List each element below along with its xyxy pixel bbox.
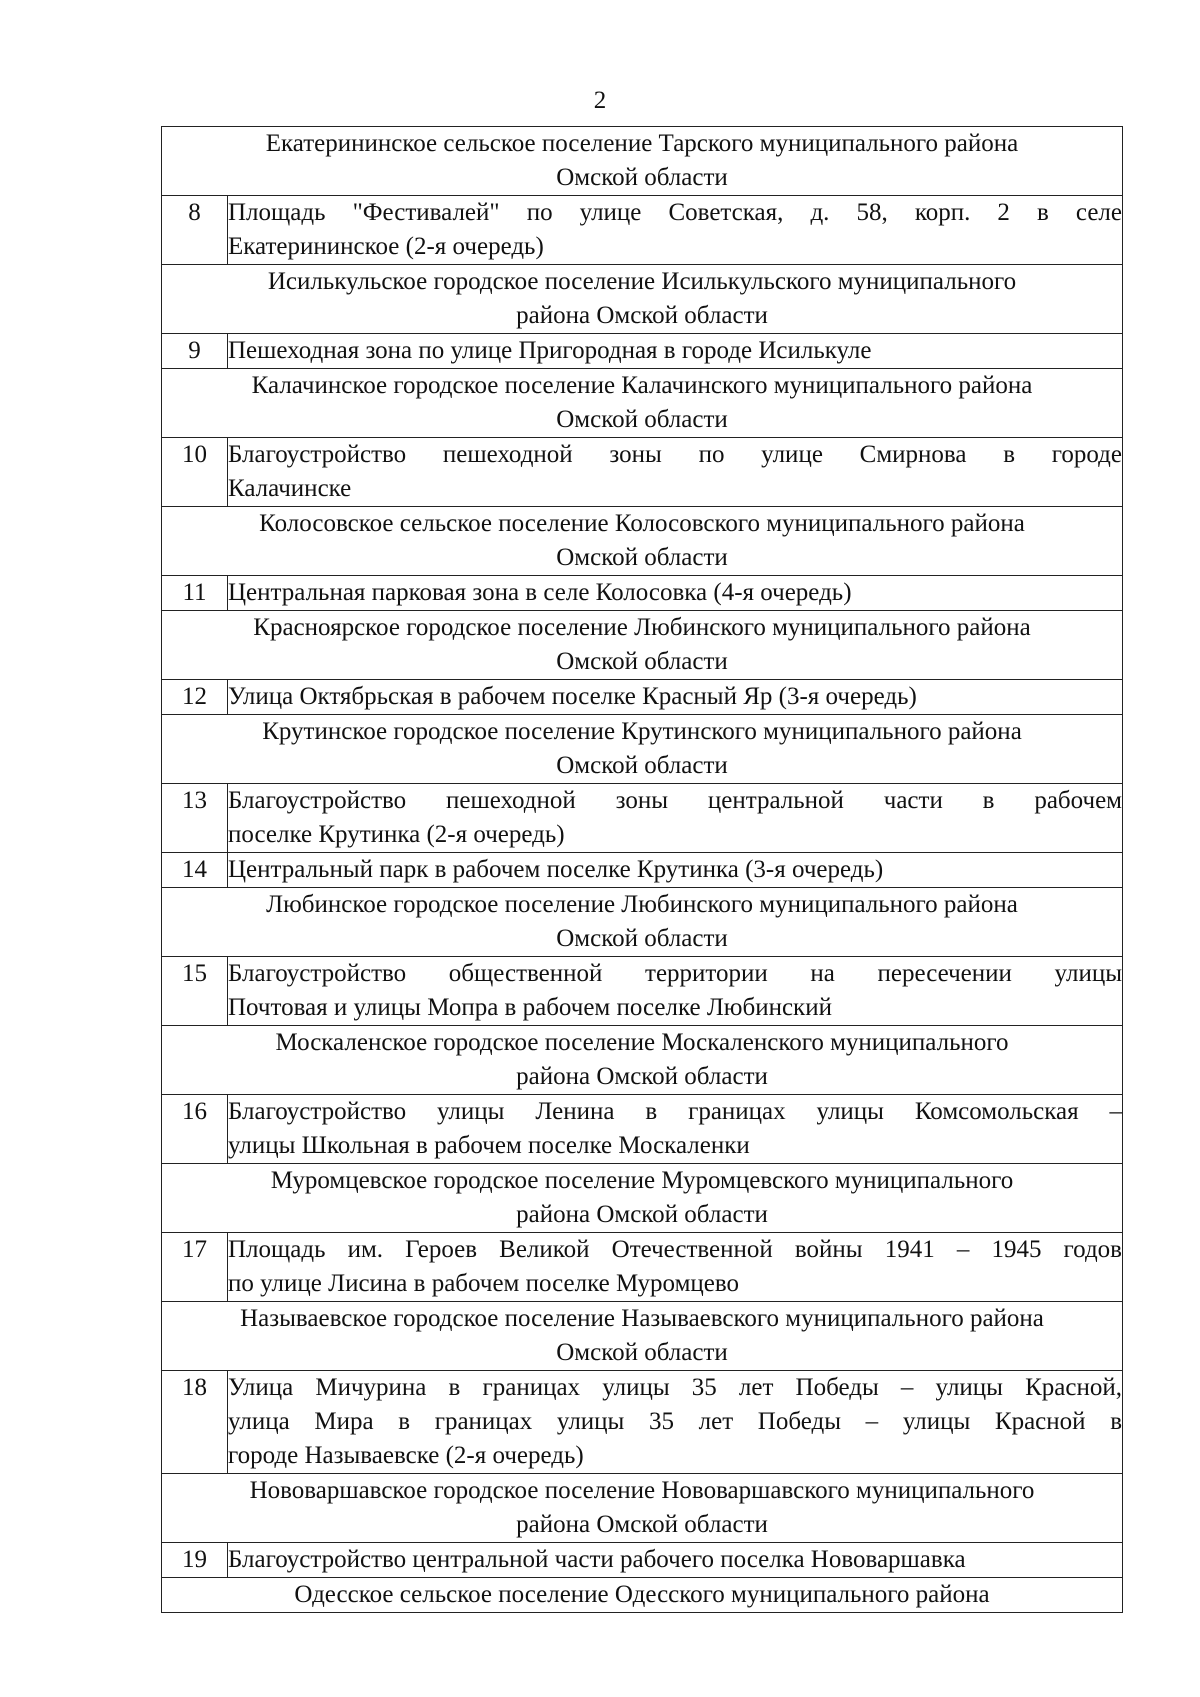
- settlement-name-line: Омской области: [556, 925, 728, 952]
- settlement-name-line: Екатерининское сельское поселение Тарского муниципального района: [265, 130, 1019, 157]
- settlement-name: [162, 265, 1123, 334]
- settlement-name: [162, 611, 1123, 680]
- row-number: 12: [162, 680, 228, 715]
- territory-description-line: Благоустройство пешеходной зоны центральной части в рабочем: [228, 787, 1122, 814]
- settlement-name: [162, 1302, 1123, 1371]
- settlement-name-line: района Омской области: [516, 1511, 768, 1538]
- territory-row: [162, 196, 1123, 265]
- settlement-name: [162, 715, 1123, 784]
- territory-description-line: Калачинске: [228, 475, 352, 502]
- settlement-header-row: [162, 369, 1123, 438]
- row-number: 9: [162, 334, 228, 369]
- row-number: 19: [162, 1543, 228, 1578]
- settlement-name-line: Калачинское городское поселение Калачинского муниципального района: [251, 372, 1033, 399]
- settlement-name-line: Любинское городское поселение Любинского муниципального района: [266, 891, 1018, 918]
- territory-description-line: поселке Крутинка (2-я очередь): [228, 821, 565, 848]
- territory-description-line: городе Называевске (2-я очередь): [228, 1442, 584, 1469]
- settlement-header-row: [162, 888, 1123, 957]
- settlement-name-line: Колосовское сельское поселение Колосовского муниципального района: [259, 510, 1025, 537]
- settlement-name-line: Москаленское городское поселение Москаленского муниципального: [275, 1029, 1009, 1056]
- row-number: 10: [162, 438, 228, 507]
- settlement-name-line: Омской области: [556, 406, 728, 433]
- row-number: 18: [162, 1371, 228, 1474]
- settlement-name-line: Одесское сельское поселение Одесского муниципального района: [294, 1581, 990, 1608]
- settlement-header-row: [162, 265, 1123, 334]
- settlement-name: [162, 888, 1123, 957]
- territories-table: [161, 126, 1123, 1613]
- territory-row: [162, 334, 1123, 369]
- settlement-header-row: [162, 127, 1123, 196]
- territory-description-line: Благоустройство улицы Ленина в границах улицы Комсомольская –: [228, 1098, 1122, 1125]
- territory-description-line: Площадь "Фестивалей" по улице Советская, д. 58, корп. 2 в селе: [228, 199, 1122, 226]
- settlement-name-line: Омской области: [556, 544, 728, 571]
- row-number: 11: [162, 576, 228, 611]
- territory-row: [162, 1233, 1123, 1302]
- settlement-name-line: Нововаршавское городское поселение Нововаршавского муниципального: [249, 1477, 1035, 1504]
- page-number: 2: [593, 87, 607, 114]
- territory-description: [228, 196, 1123, 265]
- settlement-name-line: Омской области: [556, 648, 728, 675]
- settlement-name-line: района Омской области: [516, 1063, 768, 1090]
- settlement-name-line: Называевское городское поселение Называевского муниципального района: [240, 1305, 1044, 1332]
- settlement-name-line: Крутинское городское поселение Крутинского муниципального района: [262, 718, 1022, 745]
- settlement-name-line: Исилькульское городское поселение Исилькульского муниципального: [267, 268, 1017, 295]
- settlement-name-line: Омской области: [556, 752, 728, 779]
- settlement-header-row: [162, 1164, 1123, 1233]
- settlement-name: [162, 507, 1123, 576]
- territory-description-line: Благоустройство общественной территории на пересечении улицы: [228, 960, 1122, 987]
- territory-description-line: Благоустройство центральной части рабочего поселка Нововаршавка: [228, 1546, 966, 1573]
- territory-row: [162, 1371, 1123, 1474]
- settlement-name-line: района Омской области: [516, 302, 768, 329]
- settlement-header-row: [162, 1026, 1123, 1095]
- settlement-header-row: [162, 1578, 1123, 1613]
- territory-row: [162, 1095, 1123, 1164]
- settlement-name-line: Омской области: [556, 164, 728, 191]
- settlement-header-row: [162, 507, 1123, 576]
- territory-description-line: Почтовая и улицы Мопра в рабочем поселке Любинский: [228, 994, 832, 1021]
- settlement-name-line: Красноярское городское поселение Любинского муниципального района: [253, 614, 1031, 641]
- territory-description: [228, 1233, 1123, 1302]
- territory-description-line: Улица Октябрьская в рабочем поселке Красный Яр (3-я очередь): [228, 683, 917, 710]
- settlement-header-row: [162, 1302, 1123, 1371]
- territory-description-line: Екатерининское (2-я очередь): [228, 233, 544, 260]
- settlement-header-row: [162, 715, 1123, 784]
- territory-description: [228, 680, 1123, 715]
- territories-table-body: [162, 127, 1123, 1613]
- territory-description: [228, 957, 1123, 1026]
- row-number: 14: [162, 853, 228, 888]
- settlement-name: [162, 1164, 1123, 1233]
- settlement-name: [162, 127, 1123, 196]
- territory-description-line: Улица Мичурина в границах улицы 35 лет Победы – улицы Красной,: [228, 1374, 1122, 1401]
- territory-description: [228, 1371, 1123, 1474]
- territory-description: [228, 853, 1123, 888]
- territory-description: [228, 784, 1123, 853]
- territory-description: [228, 1095, 1123, 1164]
- territory-description: [228, 334, 1123, 369]
- settlement-name: [162, 1578, 1123, 1613]
- territory-description-line: Центральная парковая зона в селе Колосовка (4-я очередь): [228, 579, 852, 606]
- territory-row: [162, 853, 1123, 888]
- territory-description: [228, 438, 1123, 507]
- territory-description-line: улицы Школьная в рабочем поселке Москаленки: [228, 1132, 750, 1159]
- settlement-header-row: [162, 1474, 1123, 1543]
- territory-row: [162, 784, 1123, 853]
- territory-description-line: улица Мира в границах улицы 35 лет Победы – улицы Красной в: [228, 1408, 1122, 1435]
- settlement-name-line: Омской области: [556, 1339, 728, 1366]
- row-number: 13: [162, 784, 228, 853]
- territory-description-line: по улице Лисина в рабочем поселке Муромцево: [228, 1270, 740, 1297]
- territory-row: [162, 957, 1123, 1026]
- settlement-name-line: Муромцевское городское поселение Муромцевского муниципального: [270, 1167, 1014, 1194]
- row-number: 15: [162, 957, 228, 1026]
- settlement-name: [162, 1474, 1123, 1543]
- territory-description: [228, 576, 1123, 611]
- settlement-name-line: района Омской области: [516, 1201, 768, 1228]
- territory-row: [162, 576, 1123, 611]
- territory-description-line: Центральный парк в рабочем поселке Крутинка (3-я очередь): [228, 856, 884, 883]
- settlement-header-row: [162, 611, 1123, 680]
- territory-description: [228, 1543, 1123, 1578]
- territory-row: [162, 438, 1123, 507]
- row-number: 16: [162, 1095, 228, 1164]
- territory-description-line: Пешеходная зона по улице Пригородная в городе Исилькуле: [228, 337, 872, 364]
- row-number: 17: [162, 1233, 228, 1302]
- settlement-name: [162, 1026, 1123, 1095]
- territory-row: [162, 1543, 1123, 1578]
- row-number: 8: [162, 196, 228, 265]
- territory-description-line: Благоустройство пешеходной зоны по улице Смирнова в городе: [228, 441, 1122, 468]
- territory-row: [162, 680, 1123, 715]
- settlement-name: [162, 369, 1123, 438]
- territory-description-line: Площадь им. Героев Великой Отечественной войны 1941 – 1945 годов: [228, 1236, 1122, 1263]
